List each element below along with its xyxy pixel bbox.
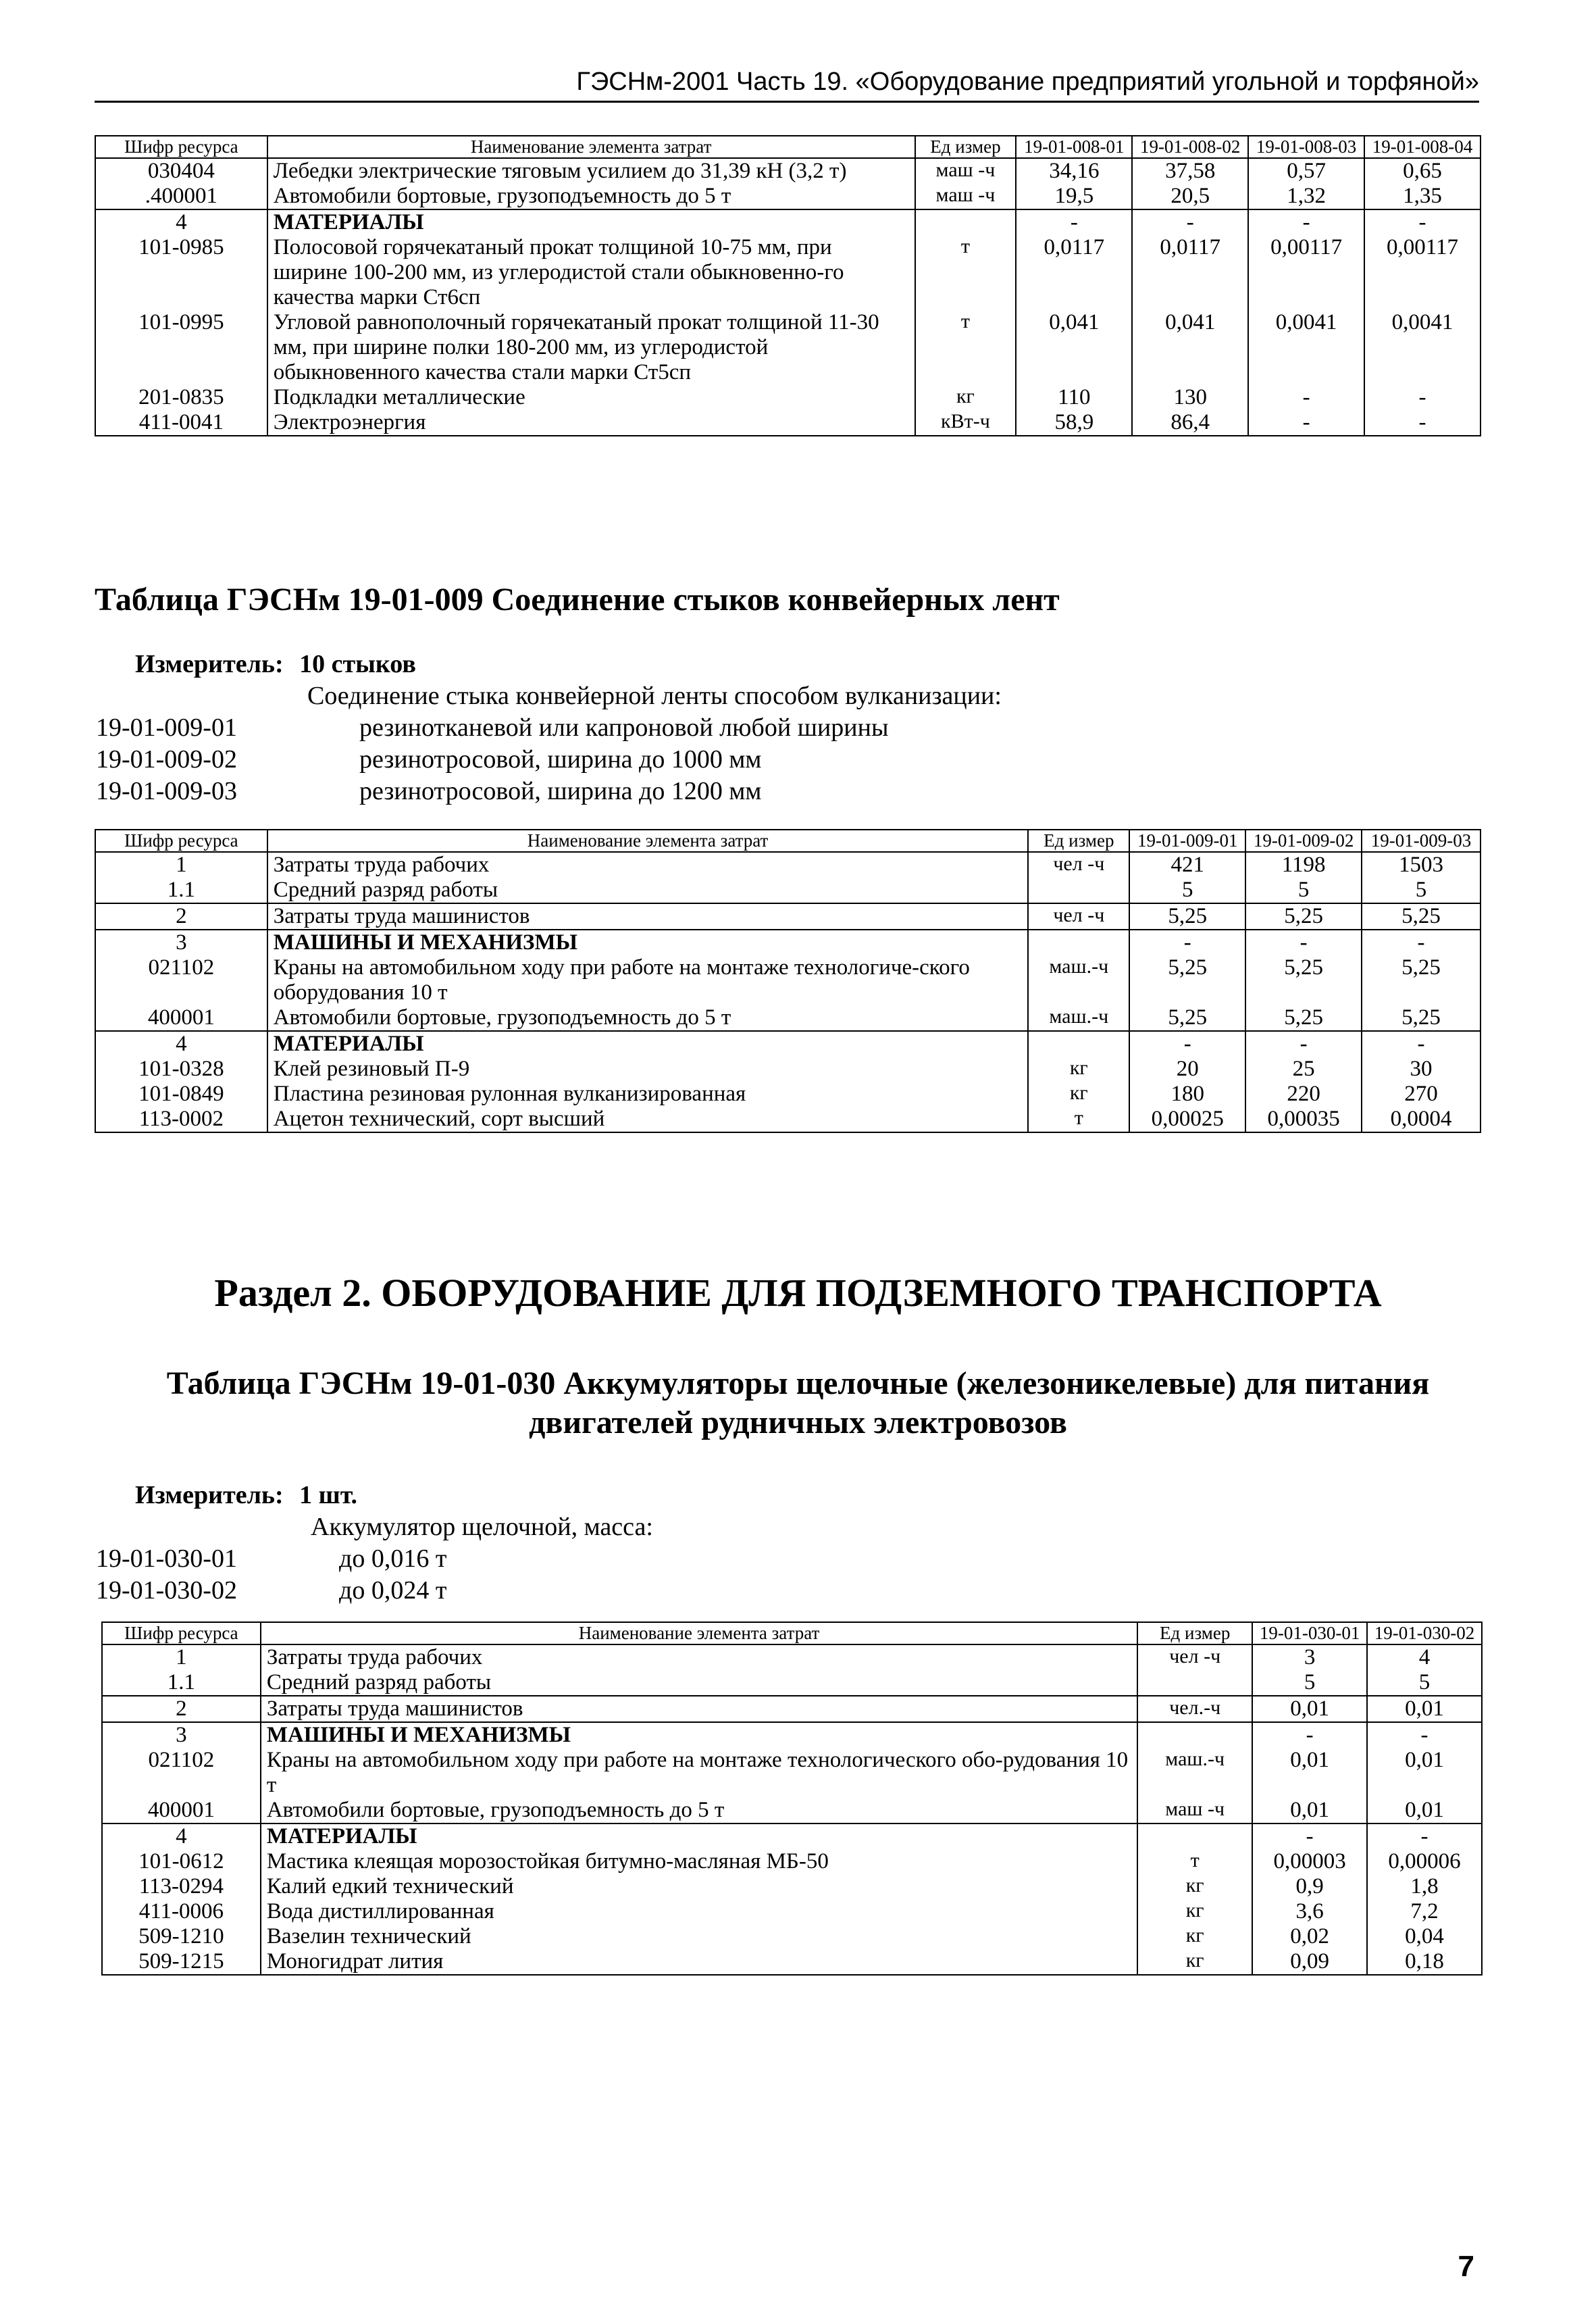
resource-code: 400001 [102,1798,261,1823]
unit-of-measure: кг [1028,1057,1129,1082]
norm-value: 34,16 [1016,158,1132,184]
norm-value: - [1364,385,1481,410]
norm-list-item [96,712,889,744]
table-title-19-01-030-line1: Таблица ГЭСНм 19-01-030 Аккумуляторы щелочные (железоникелевые) для питания [166,1365,1430,1401]
cost-element-name: Автомобили бортовые, грузоподъемность до 5 т [267,184,915,209]
norm-value: 86,4 [1132,410,1248,436]
unit-of-measure [1137,1670,1252,1696]
table-row [95,1005,1481,1031]
cost-element-name: Вазелин технический [261,1924,1137,1949]
norm-value: 5,25 [1245,903,1362,930]
resource-table-19-01-009 [95,829,1481,1133]
column-header: 19-01-008-01 [1016,136,1132,158]
resource-table-19-01-008 [95,135,1481,436]
cost-element-name: МАШИНЫ И МЕХАНИЗМЫ [267,930,1029,955]
column-header: 19-01-009-01 [1129,830,1245,852]
norm-value: 421 [1129,852,1245,878]
unit-of-measure: чел -ч [1028,852,1129,878]
resource-code: 4 [102,1823,261,1849]
norm-list-item [96,1575,446,1607]
unit-of-measure: маш -ч [1137,1798,1252,1823]
norm-value: 25 [1245,1057,1362,1082]
unit-of-measure [1028,1031,1129,1057]
unit-of-measure [1028,878,1129,903]
column-header: 19-01-030-02 [1367,1622,1482,1644]
norm-value: 5,25 [1129,1005,1245,1031]
norm-value: 1,8 [1367,1874,1482,1899]
unit-of-measure: т [915,235,1016,310]
norm-value: 180 [1129,1082,1245,1107]
table-row [102,1798,1482,1823]
norm-value: 37,58 [1132,158,1248,184]
norm-value: 0,041 [1132,310,1248,385]
unit-of-measure: кг [1137,1949,1252,1975]
norm-value: 19,5 [1016,184,1132,209]
resource-code: 3 [102,1722,261,1748]
resource-code: 1.1 [95,878,267,903]
table-row [102,1696,1482,1722]
table-row [95,1057,1481,1082]
cost-element-name: Угловой равнополочный горячекатаный прокат толщиной 11-30 мм, при ширине полки 180-200 мм, из углеродистой обыкновенного качества стали марки Ст5сп [267,310,915,385]
unit-of-measure: маш -ч [915,184,1016,209]
column-header: 19-01-009-03 [1362,830,1481,852]
cost-element-name: МАТЕРИАЛЫ [261,1823,1137,1849]
norm-value: - [1129,1031,1245,1057]
norm-value: - [1016,209,1132,235]
cost-element-name: Вода дистиллированная [261,1899,1137,1924]
norm-value: 0,00003 [1252,1849,1367,1874]
cost-element-name: Пластина резиновая рулонная вулканизированная [267,1082,1029,1107]
section-heading: Раздел 2. ОБОРУДОВАНИЕ ДЛЯ ПОДЗЕМНОГО ТРАНСПОРТА [214,1271,1382,1315]
norm-value: 20,5 [1132,184,1248,209]
column-header: 19-01-009-02 [1245,830,1362,852]
resource-code: 1 [95,852,267,878]
unit-of-measure: кВт-ч [915,410,1016,436]
norm-value: 0,01 [1252,1798,1367,1823]
unit-of-measure: маш.-ч [1028,1005,1129,1031]
norm-description: до 0,016 т [339,1544,447,1573]
cost-element-name: Лебедки электрические тяговым усилием до 31,39 кН (3,2 т) [267,158,915,184]
table-row [102,1924,1482,1949]
resource-code: 101-0612 [102,1849,261,1874]
norm-value: - [1367,1823,1482,1849]
norm-value: 0,09 [1252,1949,1367,1975]
resource-code: 411-0041 [95,410,267,436]
norm-description: резинотросовой, ширина до 1000 мм [359,745,762,774]
table-row [95,852,1481,878]
norm-value: 5 [1252,1670,1367,1696]
norm-value: 0,57 [1248,158,1364,184]
cost-element-name: Автомобили бортовые, грузоподъемность до 5 т [267,1005,1029,1031]
norm-value: 0,0041 [1248,310,1364,385]
table-title-19-01-009: Таблица ГЭСНм 19-01-009 Соединение стыков конвейерных лент [95,582,1060,618]
norm-value: 5,25 [1129,955,1245,1005]
table-row [95,1082,1481,1107]
norm-list-item [96,1543,446,1575]
unit-of-measure: кг [915,385,1016,410]
meter-block-19-01-009 [135,649,416,680]
unit-of-measure [1137,1823,1252,1849]
cost-element-name: МАТЕРИАЛЫ [267,209,915,235]
resource-code: 2 [102,1696,261,1722]
norm-value: 0,00035 [1245,1107,1362,1132]
cost-element-name: Затраты труда рабочих [267,852,1029,878]
norm-value: 0,18 [1367,1949,1482,1975]
column-header: 19-01-008-03 [1248,136,1364,158]
norm-description: резинотканевой или капроновой любой ширины [359,713,889,742]
norm-value: 0,01 [1367,1696,1482,1722]
resource-code: 113-0002 [95,1107,267,1132]
cost-element-name: Электроэнергия [267,410,915,436]
norm-value: 0,01 [1367,1798,1482,1823]
meter-label: Измеритель: [135,650,284,678]
table-row [102,1670,1482,1696]
cost-element-name: Затраты труда машинистов [267,903,1029,930]
norm-value: 270 [1362,1082,1481,1107]
cost-element-name: Ацетон технический, сорт высший [267,1107,1029,1132]
meter-label: Измеритель: [135,1481,284,1509]
cost-element-name: Калий едкий технический [261,1874,1137,1899]
table-row [95,158,1481,184]
table-row [102,1722,1482,1748]
running-header: ГЭСНм-2001 Часть 19. «Оборудование предприятий угольной и торфяной» [95,68,1479,103]
resource-code: 400001 [95,1005,267,1031]
cost-element-name: Автомобили бортовые, грузоподъемность до 5 т [261,1798,1137,1823]
norm-value: 58,9 [1016,410,1132,436]
norm-value: - [1364,410,1481,436]
cost-element-name: Затраты труда рабочих [261,1644,1137,1670]
norm-value: 5,25 [1129,903,1245,930]
unit-of-measure [1028,930,1129,955]
table-row [95,878,1481,903]
unit-of-measure: чел -ч [1137,1644,1252,1670]
meter-block-19-01-030 [135,1480,357,1511]
norm-value: 0,041 [1016,310,1132,385]
unit-of-measure: чел.-ч [1137,1696,1252,1722]
unit-of-measure [915,209,1016,235]
norm-list-item [96,776,889,807]
norm-value: 5 [1367,1670,1482,1696]
norm-value: 5,25 [1245,1005,1362,1031]
table-row [95,955,1481,1005]
norm-value: - [1364,209,1481,235]
norm-list [96,712,889,807]
resource-code: 2 [95,903,267,930]
table-row [95,1031,1481,1057]
cost-element-name: Мастика клеящая морозостойкая битумно-масляная МБ-50 [261,1849,1137,1874]
unit-of-measure: т [1028,1107,1129,1132]
norm-code: 19-01-030-02 [96,1576,237,1605]
column-header: Ед измер [1028,830,1129,852]
norm-value: - [1245,930,1362,955]
table-row [95,410,1481,436]
norm-value: 5,25 [1362,903,1481,930]
norm-value: 5,25 [1362,955,1481,1005]
resource-code: 509-1215 [102,1949,261,1975]
column-header: Ед измер [915,136,1016,158]
intro-text: Соединение стыка конвейерной ленты способом вулканизации: [307,682,1002,710]
norm-value: 0,0004 [1362,1107,1481,1132]
norm-value: - [1245,1031,1362,1057]
meter-value: 10 стыков [299,650,416,678]
norm-value: 0,9 [1252,1874,1367,1899]
unit-of-measure: маш.-ч [1137,1748,1252,1798]
norm-value: - [1129,930,1245,955]
norm-value: 130 [1132,385,1248,410]
resource-code: 1.1 [102,1670,261,1696]
column-header: 19-01-008-02 [1132,136,1248,158]
table-row [95,310,1481,385]
norm-value: - [1132,209,1248,235]
page-number: 7 [1458,2250,1474,2283]
norm-value: 0,0117 [1132,235,1248,310]
resource-code: 101-0328 [95,1057,267,1082]
norm-value: 1503 [1362,852,1481,878]
unit-of-measure [1137,1722,1252,1748]
intro-text: Аккумулятор щелочной, масса: [311,1513,653,1541]
norm-description: резинотросовой, ширина до 1200 мм [359,777,762,805]
norm-value: 0,02 [1252,1924,1367,1949]
norm-value: 5 [1129,878,1245,903]
table-row [102,1849,1482,1874]
resource-code: 4 [95,209,267,235]
resource-code: 021102 [95,955,267,1005]
cost-element-name: Затраты труда машинистов [261,1696,1137,1722]
norm-value: 1,35 [1364,184,1481,209]
resource-code: 201-0835 [95,385,267,410]
cost-element-name: Подкладки металлические [267,385,915,410]
norm-value: 3,6 [1252,1899,1367,1924]
table-row [102,1899,1482,1924]
norm-code: 19-01-009-03 [96,777,237,805]
cost-element-name: Полосовой горячекатаный прокат толщиной 10-75 мм, при ширине 100-200 мм, из углеродистой стали обыкновенно-го качества марки Ст6сп [267,235,915,310]
unit-of-measure: маш -ч [915,158,1016,184]
norm-value: - [1367,1722,1482,1748]
table-title-19-01-030-line2: двигателей рудничных электровозов [529,1405,1067,1440]
unit-of-measure: т [1137,1849,1252,1874]
resource-code: 030404 [95,158,267,184]
norm-value: 110 [1016,385,1132,410]
norm-value: 220 [1245,1082,1362,1107]
unit-of-measure: маш.-ч [1028,955,1129,1005]
norm-value: - [1362,1031,1481,1057]
resource-code: .400001 [95,184,267,209]
table-row [102,1874,1482,1899]
unit-of-measure: кг [1137,1924,1252,1949]
resource-code: 509-1210 [102,1924,261,1949]
column-header: 19-01-030-01 [1252,1622,1367,1644]
cost-element-name: Клей резиновый П-9 [267,1057,1029,1082]
norm-value: 5,25 [1362,1005,1481,1031]
norm-value: 4 [1367,1644,1482,1670]
norm-value: 0,01 [1367,1748,1482,1798]
cost-element-name: Средний разряд работы [261,1670,1137,1696]
resource-code: 4 [95,1031,267,1057]
norm-description: до 0,024 т [339,1576,447,1605]
column-header: Наименование элемента затрат [267,136,915,158]
column-header: Шифр ресурса [95,830,267,852]
norm-code: 19-01-009-01 [96,713,237,742]
norm-list-item [96,744,889,776]
norm-value: 20 [1129,1057,1245,1082]
unit-of-measure: кг [1028,1082,1129,1107]
norm-value: - [1362,930,1481,955]
norm-value: 5,25 [1245,955,1362,1005]
resource-code: 101-0995 [95,310,267,385]
norm-value: - [1252,1722,1367,1748]
meter-value: 1 шт. [299,1481,358,1509]
norm-value: 5 [1245,878,1362,903]
norm-value: - [1248,209,1364,235]
resource-code: 101-0849 [95,1082,267,1107]
norm-value: 0,0041 [1364,310,1481,385]
column-header: Ед измер [1137,1622,1252,1644]
table-row [102,1748,1482,1798]
norm-value: 0,01 [1252,1696,1367,1722]
norm-value: - [1248,385,1364,410]
cost-element-name: МАТЕРИАЛЫ [267,1031,1029,1057]
resource-code: 3 [95,930,267,955]
unit-of-measure: кг [1137,1874,1252,1899]
table-row [95,184,1481,209]
resource-table-19-01-030 [101,1621,1483,1976]
unit-of-measure: кг [1137,1899,1252,1924]
resource-code: 113-0294 [102,1874,261,1899]
table-row [95,385,1481,410]
norm-value: 5 [1362,878,1481,903]
table-row [102,1823,1482,1849]
norm-value: 0,00117 [1248,235,1364,310]
table-row [95,209,1481,235]
table-row [95,235,1481,310]
norm-code: 19-01-009-02 [96,745,237,774]
norm-value: 7,2 [1367,1899,1482,1924]
cost-element-name: Средний разряд работы [267,878,1029,903]
norm-value: 0,00117 [1364,235,1481,310]
norm-value: 1198 [1245,852,1362,878]
table-row [102,1644,1482,1670]
norm-value: 0,04 [1367,1924,1482,1949]
cost-element-name: МАШИНЫ И МЕХАНИЗМЫ [261,1722,1137,1748]
column-header: Наименование элемента затрат [261,1622,1137,1644]
resource-code: 1 [102,1644,261,1670]
norm-value: 0,0117 [1016,235,1132,310]
cost-element-name: Краны на автомобильном ходу при работе на монтаже технологического обо-рудования 10 т [261,1748,1137,1798]
norm-value: 0,01 [1252,1748,1367,1798]
norm-value: 0,00006 [1367,1849,1482,1874]
norm-value: - [1248,410,1364,436]
column-header: 19-01-008-04 [1364,136,1481,158]
column-header: Наименование элемента затрат [267,830,1029,852]
cost-element-name: Моногидрат лития [261,1949,1137,1975]
unit-of-measure: чел -ч [1028,903,1129,930]
unit-of-measure: т [915,310,1016,385]
resource-code: 101-0985 [95,235,267,310]
table-row [95,903,1481,930]
norm-value: - [1252,1823,1367,1849]
resource-code: 411-0006 [102,1899,261,1924]
norm-code: 19-01-030-01 [96,1544,237,1573]
table-row [102,1949,1482,1975]
table-row [95,930,1481,955]
norm-value: 3 [1252,1644,1367,1670]
column-header: Шифр ресурса [102,1622,261,1644]
table-row [95,1107,1481,1132]
column-header: Шифр ресурса [95,136,267,158]
resource-code: 021102 [102,1748,261,1798]
norm-value: 30 [1362,1057,1481,1082]
norm-list [96,1543,446,1607]
norm-value: 1,32 [1248,184,1364,209]
norm-value: 0,00025 [1129,1107,1245,1132]
norm-value: 0,65 [1364,158,1481,184]
cost-element-name: Краны на автомобильном ходу при работе на монтаже технологиче-ского оборудования 10 т [267,955,1029,1005]
